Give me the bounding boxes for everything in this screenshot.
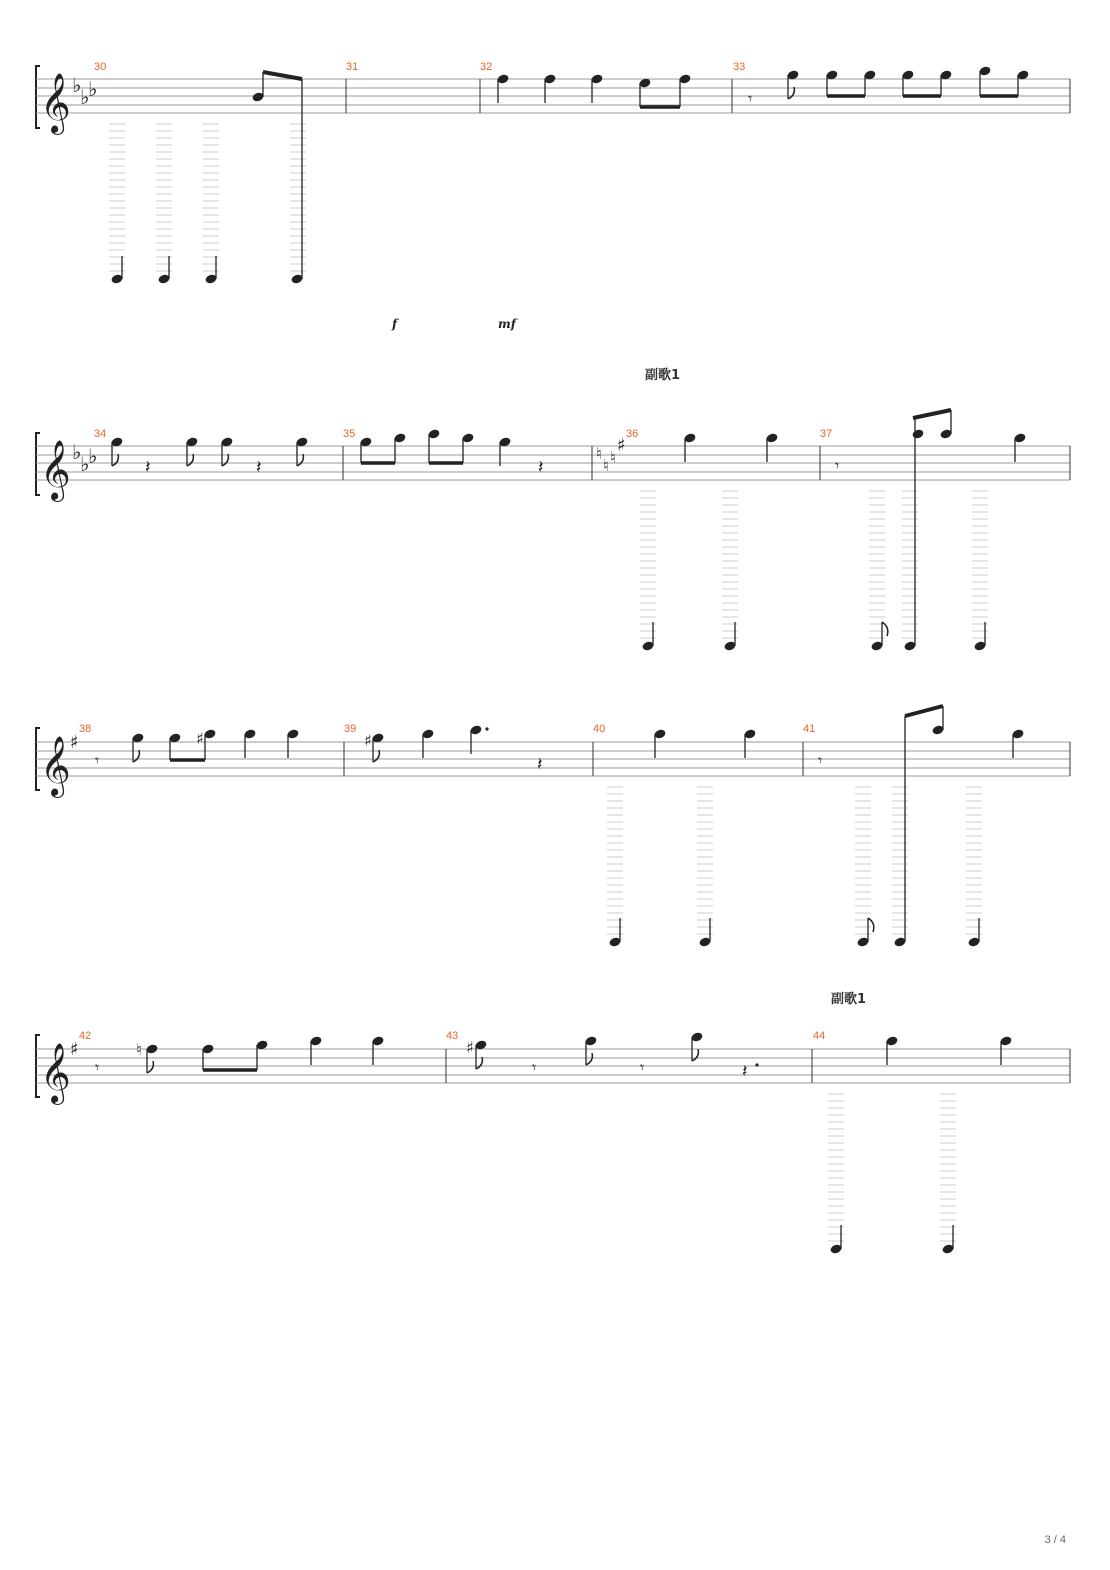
page-number: 3 / 4: [1044, 1534, 1066, 1546]
measure-number: 39: [344, 723, 357, 735]
key-signature-sharp: ♯: [70, 1039, 79, 1060]
quarter-rest-icon: 𝄽: [538, 457, 544, 478]
svg-text:♯: ♯: [196, 729, 204, 748]
treble-clef-icon: 𝄞: [40, 736, 71, 796]
svg-text:♯: ♯: [364, 731, 372, 750]
svg-text:♭: ♭: [72, 73, 82, 97]
staff-lines: [36, 1049, 1070, 1083]
eighth-rest-icon: 𝄾: [95, 751, 100, 770]
dynamic-forte: f: [392, 317, 398, 331]
notes-m37: [835, 409, 1027, 652]
system-4: [36, 991, 1070, 1255]
section-label: 副歌1: [831, 992, 867, 1007]
measure-number: 34: [94, 428, 107, 440]
key-signature-flats: [72, 73, 97, 109]
treble-clef-icon: 𝄞: [40, 73, 71, 133]
key-signature-flats: [72, 440, 97, 476]
measure-number: 33: [733, 61, 746, 73]
treble-clef-icon: 𝄞: [40, 1043, 71, 1103]
notes-m36: [640, 432, 779, 651]
notes-m38: [95, 728, 300, 770]
key-signature-sharp: ♯: [70, 732, 79, 753]
notes-m39: [364, 724, 543, 775]
system-1: [36, 61, 1070, 331]
svg-text:♮: ♮: [136, 1040, 142, 1059]
treble-clef-icon: 𝄞: [40, 440, 71, 500]
svg-text:♮: ♮: [610, 448, 616, 467]
svg-text:♯: ♯: [466, 1038, 474, 1057]
measure-number: 35: [343, 428, 356, 440]
notes-m43: [466, 1031, 759, 1082]
notes-m35: [359, 428, 543, 478]
measure-number: 44: [813, 1030, 826, 1042]
measure-number: 37: [820, 428, 833, 440]
quarter-rest-icon: 𝄽: [145, 457, 151, 478]
quarter-rest-icon: 𝄽: [742, 1061, 748, 1082]
measure-number: 30: [94, 61, 107, 73]
svg-text:♮: ♮: [596, 444, 602, 463]
system-3: [36, 706, 1070, 948]
measure-number: 32: [480, 61, 493, 73]
svg-text:♯: ♯: [617, 435, 626, 456]
notes-m40: [607, 728, 757, 947]
eighth-rest-icon: 𝄾: [95, 1058, 100, 1077]
svg-text:♭: ♭: [72, 440, 82, 464]
system-2: [36, 367, 1070, 652]
eighth-rest-icon: 𝄾: [835, 456, 840, 475]
svg-text:♭: ♭: [88, 77, 98, 101]
notes-m33: [748, 65, 1030, 108]
svg-text:♭: ♭: [80, 85, 90, 109]
eighth-rest-icon: 𝄾: [532, 1058, 537, 1077]
measure-number: 36: [626, 428, 639, 440]
notes-m42: [95, 1035, 385, 1077]
measure-number: 40: [593, 723, 606, 735]
eighth-rest-icon: 𝄾: [818, 751, 823, 770]
notes-m44: [828, 1035, 1013, 1254]
dynamic-mezzo-forte: mf: [498, 317, 516, 331]
svg-text:♮: ♮: [603, 456, 609, 475]
measure-number: 41: [803, 723, 816, 735]
eighth-rest-icon: 𝄾: [748, 89, 753, 108]
notes-m32: [496, 73, 691, 107]
eighth-rest-icon: 𝄾: [640, 1058, 645, 1077]
measure-number: 42: [79, 1030, 92, 1042]
svg-text:♭: ♭: [88, 444, 98, 468]
measure-number: 38: [79, 723, 92, 735]
measure-number: 31: [346, 61, 359, 73]
key-change-naturals: [596, 435, 626, 475]
low-notes-m30: [109, 72, 306, 285]
svg-text:♭: ♭: [80, 452, 90, 476]
section-label: 副歌1: [645, 368, 681, 383]
measure-number: 43: [446, 1030, 459, 1042]
quarter-rest-icon: 𝄽: [537, 754, 543, 775]
quarter-rest-icon: 𝄽: [256, 457, 262, 478]
